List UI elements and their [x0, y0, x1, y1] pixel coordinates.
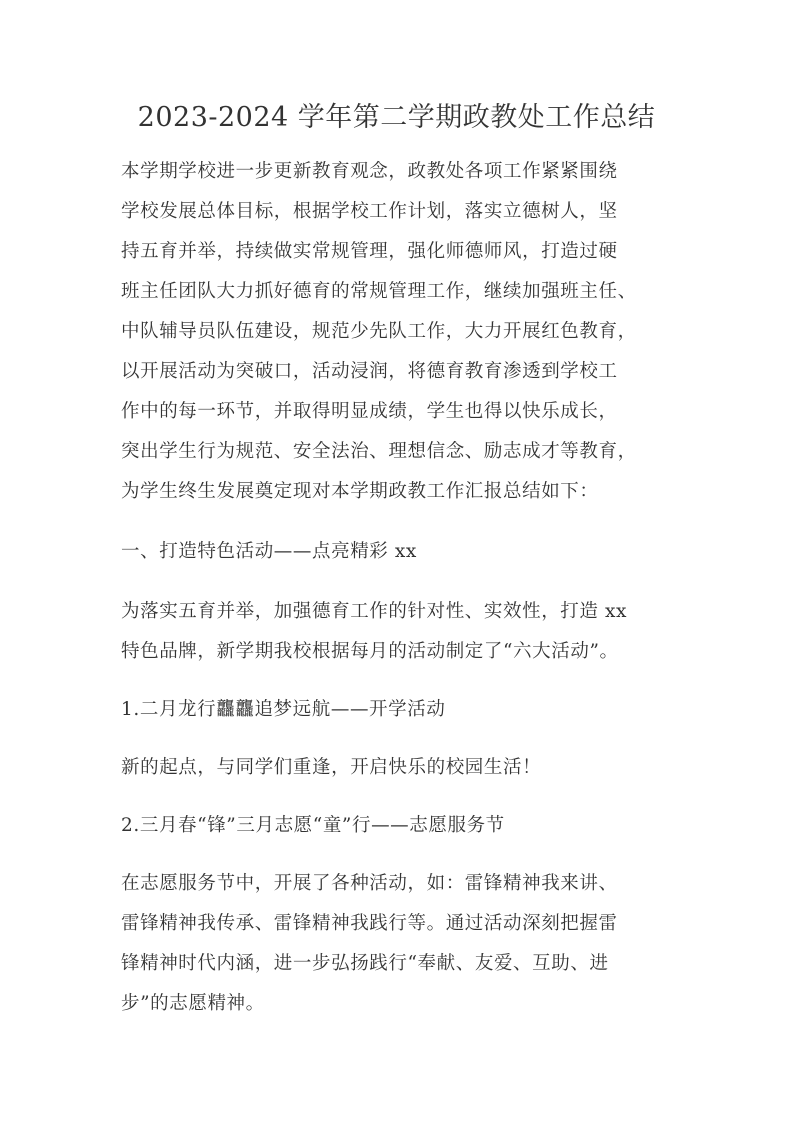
intro-line-8: 突出学生行为规范、安全法治、理想信念、励志成才等教育，	[121, 441, 637, 462]
item2-line-4: 步”的志愿精神。	[121, 993, 265, 1014]
intro-line-7: 作中的每一环节，并取得明显成绩，学生也得以快乐成长，	[121, 401, 618, 422]
section1-line-1: 为落实五育并举，加强德育工作的针对性、实效性，打造 xx	[121, 601, 628, 622]
section-heading-1: 一、打造特色活动——点亮精彩 xx	[121, 541, 417, 562]
intro-line-1: 本学期学校进一步更新教育观念，政教处各项工作紧紧围绕	[121, 161, 618, 182]
item2-line-1: 在志愿服务节中，开展了各种活动，如：雷锋精神我来讲、	[121, 873, 618, 894]
document-title: 2023-2024 学年第二学期政教处工作总结	[137, 102, 656, 133]
intro-line-3: 持五育并举，持续做实常规管理，强化师德师风，打造过硬	[121, 241, 618, 262]
item-heading-1: 1.二月龙行龘龘追梦远航——开学活动	[121, 699, 446, 720]
item2-line-2: 雷锋精神我传承、雷锋精神我践行等。通过活动深刻把握雷	[121, 913, 618, 934]
item2-line-3: 锋精神时代内涵，进一步弘扬践行“奉献、友爱、互助、进	[121, 953, 609, 974]
item-heading-2: 2.三月春“锋”三月志愿“童”行——志愿服务节	[121, 815, 505, 836]
item1-line: 新的起点，与同学们重逢，开启快乐的校园生活！	[121, 757, 542, 778]
intro-line-5: 中队辅导员队伍建设，规范少先队工作，大力开展红色教育，	[121, 321, 637, 342]
intro-line-4: 班主任团队大力抓好德育的常规管理工作，继续加强班主任、	[121, 281, 637, 302]
section1-line-2: 特色品牌，新学期我校根据每月的活动制定了“六大活动”。	[121, 641, 619, 662]
intro-line-9: 为学生终生发展奠定现对本学期政教工作汇报总结如下：	[121, 481, 599, 502]
intro-line-2: 学校发展总体目标，根据学校工作计划，落实立德树人，坚	[121, 201, 618, 222]
intro-line-6: 以开展活动为突破口，活动浸润，将德育教育渗透到学校工	[121, 361, 618, 382]
